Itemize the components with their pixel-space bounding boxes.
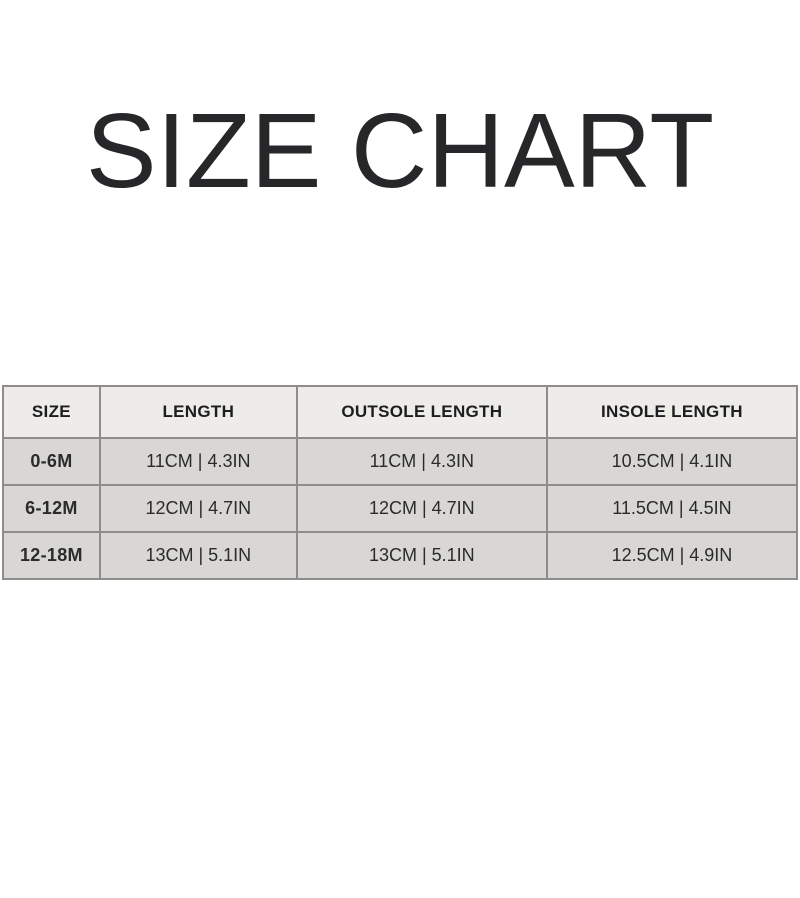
insole-length-cell: 10.5CM | 4.1IN xyxy=(547,438,797,485)
table-row xyxy=(3,438,797,485)
outsole-length-cell: 12CM | 4.7IN xyxy=(297,485,547,532)
column-header-size: SIZE xyxy=(3,386,100,438)
table-row xyxy=(3,485,797,532)
column-header-outsole-length: OUTSOLE LENGTH xyxy=(297,386,547,438)
outsole-length-cell: 11CM | 4.3IN xyxy=(297,438,547,485)
length-cell: 12CM | 4.7IN xyxy=(100,485,297,532)
length-cell: 13CM | 5.1IN xyxy=(100,532,297,579)
size-cell: 0-6M xyxy=(3,438,100,485)
insole-length-cell: 12.5CM | 4.9IN xyxy=(547,532,797,579)
table-row xyxy=(3,532,797,579)
column-header-insole-length: INSOLE LENGTH xyxy=(547,386,797,438)
table-header-row xyxy=(3,386,797,438)
outsole-length-cell: 13CM | 5.1IN xyxy=(297,532,547,579)
page-title: SIZE CHART xyxy=(85,92,715,210)
size-chart-table xyxy=(2,385,798,580)
size-cell: 6-12M xyxy=(3,485,100,532)
length-cell: 11CM | 4.3IN xyxy=(100,438,297,485)
insole-length-cell: 11.5CM | 4.5IN xyxy=(547,485,797,532)
column-header-length: LENGTH xyxy=(100,386,297,438)
size-cell: 12-18M xyxy=(3,532,100,579)
